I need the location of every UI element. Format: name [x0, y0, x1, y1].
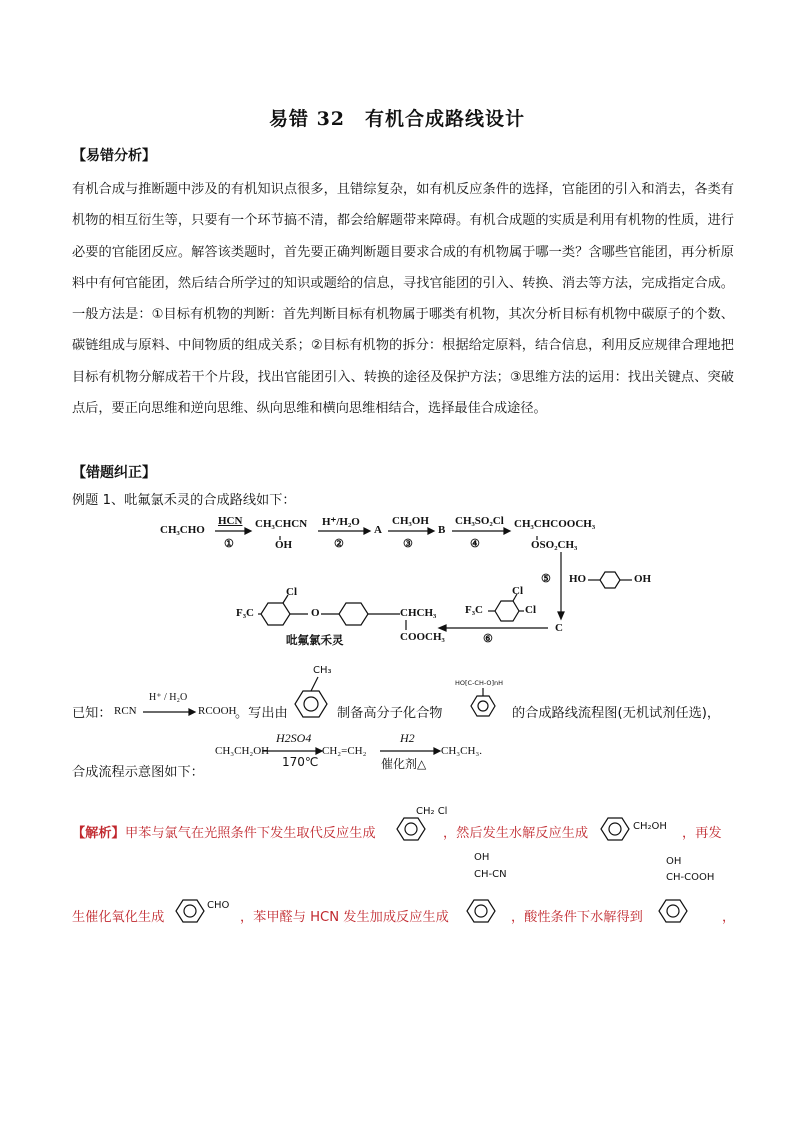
product-cl: Cl: [286, 586, 297, 598]
solution-sentence5: ，苯甲醛与 HCN 发生加成反应生成: [240, 910, 449, 925]
analysis-paragraph: 有机合成与推断题中涉及的有机知识点很多，且错综复杂，如有机反应条件的选择，官能团的引入和消去，各类有机物的相互衍生等，只要有一个环节搞不清，都会给解题带来障碍。有机合成题的实质是利用有机物的性质，进行必要的官能团反应。解答该类题时，首先要正确判断题目要求合成的有机物属于哪一类？含哪些官能团，再分析原料中有何官能团，然后结合所学过的知识或题给的信息，寻找官能团的引入、转换、消去等方法，完成指定合成。一般方法是：①目标有机物的判断：首先判断目标有机物属于哪类有机物，其次分析目标有机物中碳原子的个数、碳链组成与原料、中间物质的组成关系；②目标有机物的拆分：根据给定原料，结合信息，利用反应规律合理地把目标有机物分解成若干个片段，找出官能团引入、转换的途径及保护方法；③思维方法的运用：找出关键点、突破点后，要正向思维和逆向思维、纵向思维和横向思维相结合，选择最佳合成途径。: [72, 182, 734, 417]
solution-sentence6: ，酸性条件下水解得到: [511, 910, 643, 925]
compound-A: A: [374, 524, 382, 536]
step4-reagent: CH₃SO₂Cl: [455, 515, 504, 527]
product-name: 吡氟氯禾灵: [286, 633, 344, 647]
start-material: CH₃CHO: [160, 524, 205, 536]
step6-number: ⑥: [483, 633, 493, 645]
solution-sentence2: ，然后发生水解反应生成: [443, 826, 589, 841]
known-mid-text2: 制备高分子化合物: [337, 706, 443, 721]
known-rcn: RCN: [114, 705, 137, 717]
cyanohydrin-oh: OH: [474, 852, 490, 863]
product-chain-top: CHCH₃: [400, 607, 437, 619]
step2-reagent: H⁺/H₂O: [322, 516, 360, 528]
cyanohydrin-label: CH-CN: [474, 869, 507, 880]
example-intro: 例题 1、吡氟氯禾灵的合成路线如下：: [72, 493, 296, 508]
flow-cond1-bottom: 170℃: [282, 755, 319, 769]
polymer-label: HO[C-CH-O]nH: [455, 679, 504, 687]
flow-ethylene: CH₂=CH₂: [322, 745, 367, 757]
step3-reagent: CH₃OH: [392, 515, 429, 527]
acid-oh: OH: [666, 856, 682, 867]
solution-sentence3: ，再发: [682, 826, 722, 841]
mandelic-acid-label: CH-COOH: [666, 872, 715, 883]
step2-number: ②: [334, 538, 344, 550]
intermediate4-top: CH₃CHCOOCH₃: [514, 518, 596, 530]
flow-product: CH₃CH₃.: [441, 745, 482, 757]
analysis-heading: 【易错分析】: [72, 148, 156, 164]
known-mid-text: 。写出由: [235, 706, 288, 721]
step5-number: ⑤: [541, 573, 551, 585]
step5-reagent-right: OH: [634, 573, 652, 585]
flow-label: 合成流程示意图如下：: [72, 765, 204, 780]
known-arrow-label: H⁺ / H₂O: [149, 692, 188, 703]
step4-number: ④: [470, 538, 480, 550]
flow-reactant: CH₃CH₂OH: [215, 745, 270, 757]
solution-tag: 【解析】: [72, 826, 125, 841]
flow-cond2-bottom: 催化剂△: [381, 757, 427, 771]
step3-number: ③: [403, 538, 413, 550]
reagent6-cl-right: Cl: [525, 604, 536, 616]
solution-sentence4: 生催化氧化生成: [72, 910, 165, 925]
known-prefix: 已知：: [72, 706, 112, 721]
known-suffix: 的合成路线流程图(无机试剂任选)，: [512, 706, 721, 721]
flow-cond1-top: H2SO4: [276, 731, 312, 745]
known-rcooh: RCOOH: [198, 705, 237, 717]
solution-sentence7: ，: [722, 910, 736, 925]
reagent6-cf3: F₃C: [465, 604, 483, 616]
flow-cond2-top: H2: [400, 731, 415, 745]
step5-reagent-left: HO: [569, 573, 587, 585]
step1-number: ①: [224, 538, 234, 550]
compound-B: B: [438, 524, 446, 536]
benzaldehyde-label: CHO: [207, 900, 230, 911]
toluene-ch3: CH₃: [313, 665, 332, 676]
product-chain-bottom: COOCH₃: [400, 631, 445, 643]
step1-reagent: HCN: [218, 515, 243, 527]
correction-heading: 【错题纠正】: [72, 465, 156, 481]
intermediate1-bottom: OH: [275, 539, 293, 551]
solution-sentence1: 甲苯与氯气在光照条件下发生取代反应生成: [125, 826, 376, 841]
benzyl-alcohol-label: CH₂OH: [633, 821, 667, 832]
product-cf3: F₃C: [236, 607, 254, 619]
intermediate4-bottom: OSO₂CH₃: [531, 539, 578, 551]
product-ether-o: O: [311, 607, 320, 619]
benzyl-chloride-label: CH₂ Cl: [416, 806, 448, 817]
compound-C: C: [555, 622, 563, 634]
page-title: 易错 32 有机合成路线设计: [268, 108, 526, 130]
intermediate1-top: CH₃CHCN: [255, 518, 308, 530]
reagent6-cl-top: Cl: [512, 585, 523, 597]
